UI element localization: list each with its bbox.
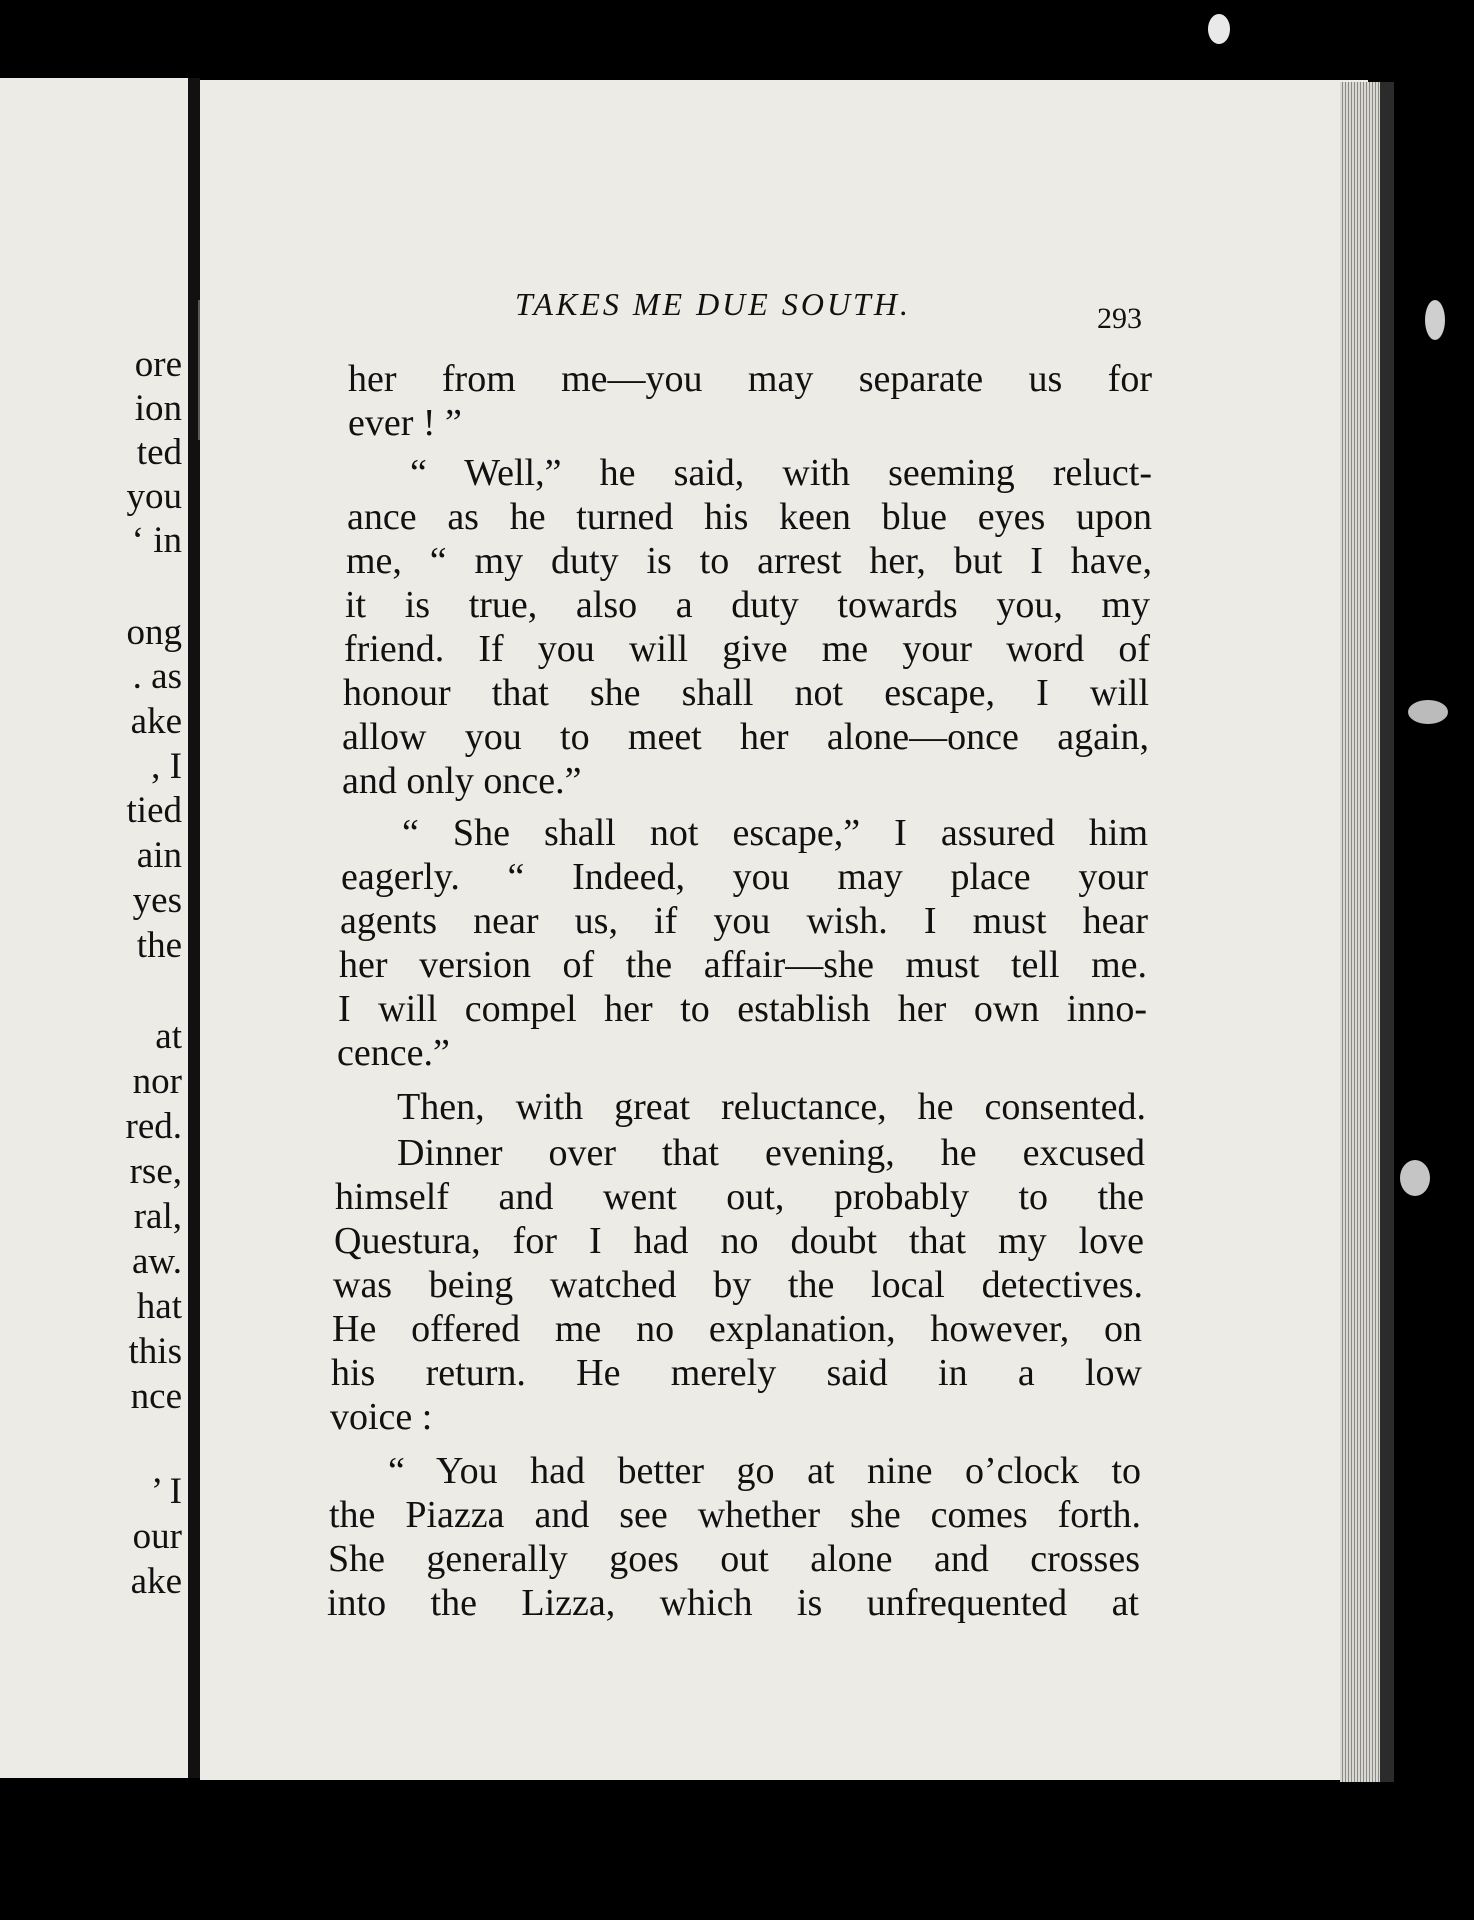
- text-line: himself and went out, probably to the: [335, 1176, 1144, 1218]
- page-fore-edge: [1340, 82, 1380, 1782]
- text-line: her from me—you may separate us for: [348, 358, 1152, 400]
- text-line: ance as he turned his keen blue eyes upon: [347, 496, 1152, 538]
- left-page-fragment: hat: [136, 1286, 182, 1327]
- text-line: friend. If you will give me your word of: [344, 628, 1150, 670]
- left-page-fragment: . as: [132, 656, 182, 697]
- text-line: “ She shall not escape,” I assured him: [402, 812, 1148, 854]
- page-fore-edge-shadow: [1380, 82, 1394, 1782]
- text-line: me, “ my duty is to arrest her, but I have,: [346, 540, 1152, 582]
- left-page-fragment: ral,: [133, 1196, 182, 1237]
- text-line: Dinner over that evening, he excused: [397, 1132, 1145, 1174]
- running-title: TAKES ME DUE SOUTH.: [515, 286, 911, 322]
- scan-dust-speck: [1400, 1160, 1430, 1196]
- left-page-fragment: the: [136, 925, 182, 966]
- previous-page: [0, 78, 193, 1778]
- text-line: She generally goes out alone and crosses: [328, 1538, 1140, 1580]
- text-line: cence.”: [337, 1032, 450, 1074]
- text-line: agents near us, if you wish. I must hear: [340, 900, 1148, 942]
- left-page-fragment: our: [132, 1516, 182, 1557]
- text-line: and only once.”: [342, 760, 582, 802]
- text-line: I will compel her to establish her own inno-: [338, 988, 1147, 1030]
- left-page-fragment: ore: [134, 344, 182, 385]
- left-page-fragment: ’ I: [150, 1471, 182, 1512]
- scan-dust-speck: [1425, 300, 1445, 340]
- left-page-fragment: tied: [126, 790, 182, 831]
- text-line: his return. He merely said in a low: [331, 1352, 1142, 1394]
- left-page-fragment: ake: [130, 1561, 182, 1602]
- text-line: her version of the affair—she must tell me.: [339, 944, 1147, 986]
- left-page-fragment: nor: [132, 1061, 182, 1102]
- text-line: eagerly. “ Indeed, you may place your: [341, 856, 1148, 898]
- left-page-fragment: ake: [130, 701, 182, 742]
- left-page-fragment: ion: [134, 388, 182, 429]
- text-line: “ You had better go at nine o’clock to: [388, 1450, 1141, 1492]
- text-line: voice :: [330, 1396, 433, 1438]
- text-line: into the Lizza, which is unfrequented at: [327, 1582, 1139, 1624]
- left-page-fragment: ong: [126, 612, 182, 653]
- text-line: ever ! ”: [348, 402, 462, 444]
- left-page-fragment: this: [128, 1331, 182, 1372]
- scan-dust-speck: [1408, 700, 1448, 724]
- text-line: the Piazza and see whether she comes forth.: [329, 1494, 1141, 1536]
- text-line: was being watched by the local detectives.: [333, 1264, 1143, 1306]
- text-line: it is true, also a duty towards you, my: [345, 584, 1150, 626]
- left-page-fragment: ted: [136, 432, 182, 473]
- left-page-fragment: at: [155, 1016, 182, 1057]
- page-number: 293: [1097, 302, 1142, 335]
- scan-dust-speck: [1208, 14, 1230, 44]
- text-line: “ Well,” he said, with seeming reluct-: [410, 452, 1152, 494]
- left-page-fragment: rse,: [129, 1151, 182, 1192]
- left-page-fragment: , I: [151, 746, 182, 787]
- left-page-fragment: you: [126, 476, 182, 517]
- text-line: honour that she shall not escape, I will: [343, 672, 1149, 714]
- text-line: Then, with great reluctance, he consented.: [397, 1086, 1146, 1128]
- left-page-fragment: yes: [132, 880, 182, 921]
- left-page-fragment: red.: [125, 1106, 182, 1147]
- text-line: He offered me no explanation, however, on: [332, 1308, 1142, 1350]
- text-line: allow you to meet her alone—once again,: [342, 716, 1149, 758]
- left-page-fragment: nce: [130, 1376, 182, 1417]
- left-page-fragment: ‘ in: [131, 520, 182, 561]
- left-page-fragment: ain: [136, 835, 182, 876]
- text-line: Questura, for I had no doubt that my love: [334, 1220, 1144, 1262]
- left-page-fragment: aw.: [132, 1241, 182, 1282]
